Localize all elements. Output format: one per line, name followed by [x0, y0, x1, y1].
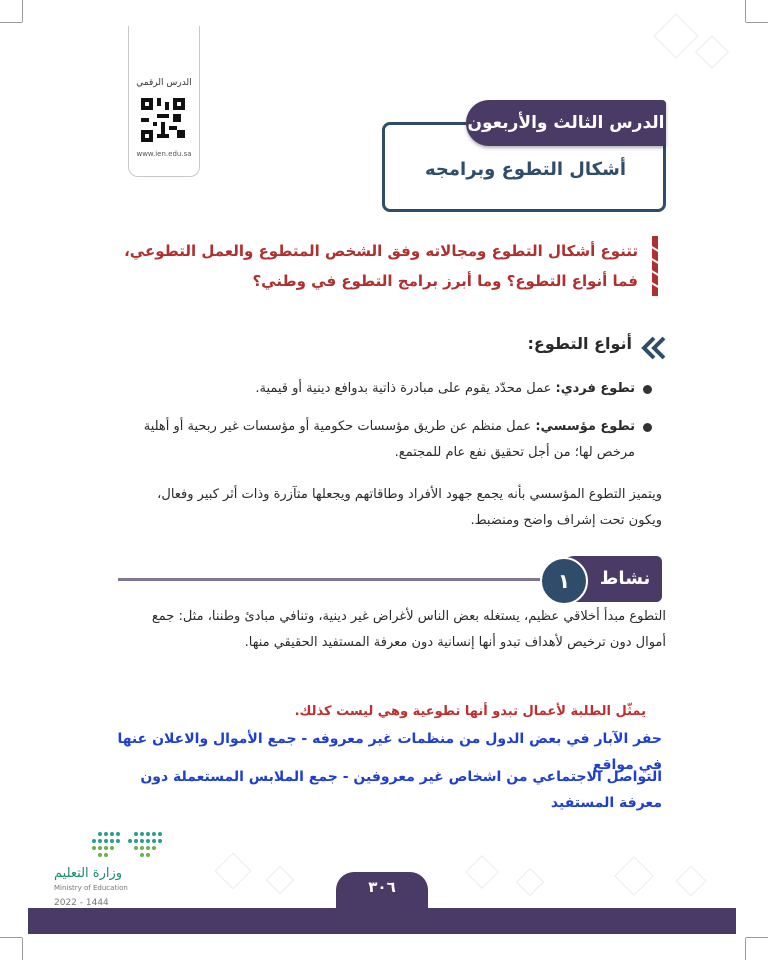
handwritten-answer-line: حفر الآبار في بعض الدول من منظمات غير معروفه - جمع الأموال والاعلان عنها في مواقع [117, 731, 662, 773]
crop-mark [22, 938, 23, 960]
crop-mark [22, 0, 23, 22]
intro-question: تتنوع أشكال التطوع ومجالاته وفق الشخص المتطوع والعمل التطوعي، فما أنواع التطوع؟ وما أبرز برامج التطوع في وطني؟ [124, 242, 638, 290]
bullet-text: عمل محدّد يقوم على مبادرة ذاتية بدوافع دينية أو قيمية. [255, 381, 556, 396]
activity-text: التطوع مبدأ أخلاقي عظيم، يستغله بعض الناس لأغراض غير دينية، وتنافي مبادئ وطننا، مثل: جمع أموال دون ترخيص لأهداف تبدو أنها إنسانية دون معرفة المستفيد الحقيقي منها. [151, 609, 666, 650]
digital-lesson-url[interactable]: www.ien.edu.sa [136, 150, 192, 158]
activity-number: ١ [557, 569, 571, 593]
background-diamond [215, 853, 252, 890]
digital-lesson-label: الدرس الرقمي [136, 78, 192, 88]
bullet-item [120, 414, 635, 466]
background-diamond [675, 865, 706, 896]
teacher-note: يمثّل الطلبة لأعمال تبدو أنها تطوعية وهي ليست كذلك. [294, 704, 646, 719]
handwritten-answer-line: التواصل الاجتماعي من اشخاص غير معروفين - جمع الملابس المستعملة دون معرفة المستفيد [140, 769, 662, 811]
crop-mark [0, 937, 22, 938]
lesson-number-tab: الدرس الثالث والأربعون [466, 100, 666, 146]
bullet-term: تطوع فردي: [555, 381, 635, 396]
activity-divider [118, 578, 558, 581]
background-diamond [614, 856, 654, 896]
section-title: أنواع التطوع: [527, 334, 632, 353]
lesson-title: أشكال التطوع وبرامجه [425, 159, 626, 180]
double-chevron-left-icon [640, 336, 666, 360]
edition-year: 2022 - 1444 [54, 898, 109, 908]
crop-mark [746, 937, 768, 938]
bullet-text: عمل منظم عن طريق مؤسسات حكومية أو مؤسسات غير ربحية أو أهلية مرخص لها؛ من أجل تحقيق نفع عام للمجتمع. [143, 419, 635, 460]
footer-bar [28, 908, 736, 934]
background-diamond [465, 855, 499, 889]
bullet-icon [643, 385, 652, 394]
background-diamond [516, 868, 544, 896]
ministry-logo-icon [80, 828, 180, 858]
background-diamond [266, 866, 294, 894]
crop-mark [745, 938, 746, 960]
page-number: ٣٠٦ [368, 878, 396, 896]
bullet-item [120, 376, 635, 402]
activity-label: نشاط [599, 568, 651, 589]
background-diamond [653, 13, 698, 58]
bullet-icon [643, 423, 652, 432]
ministry-name-english: Ministry of Education [54, 884, 128, 892]
rope-decoration-icon [648, 236, 662, 296]
digital-lesson-card[interactable] [128, 26, 200, 177]
crop-mark [745, 0, 746, 22]
background-diamond [695, 35, 729, 69]
crop-mark [746, 22, 768, 23]
crop-mark [0, 22, 22, 23]
body-paragraph: ويتميز التطوع المؤسسي بأنه يجمع جهود الأفراد وطاقاتهم ويجعلها متآزرة وذات أثر كبير وفعال، ويكون تحت إشراف واضح ومنضبط. [157, 487, 662, 528]
bullet-term: تطوع مؤسسي: [535, 419, 635, 434]
qr-code-icon[interactable] [141, 98, 185, 142]
ministry-name: وزارة التعليم [54, 866, 123, 881]
